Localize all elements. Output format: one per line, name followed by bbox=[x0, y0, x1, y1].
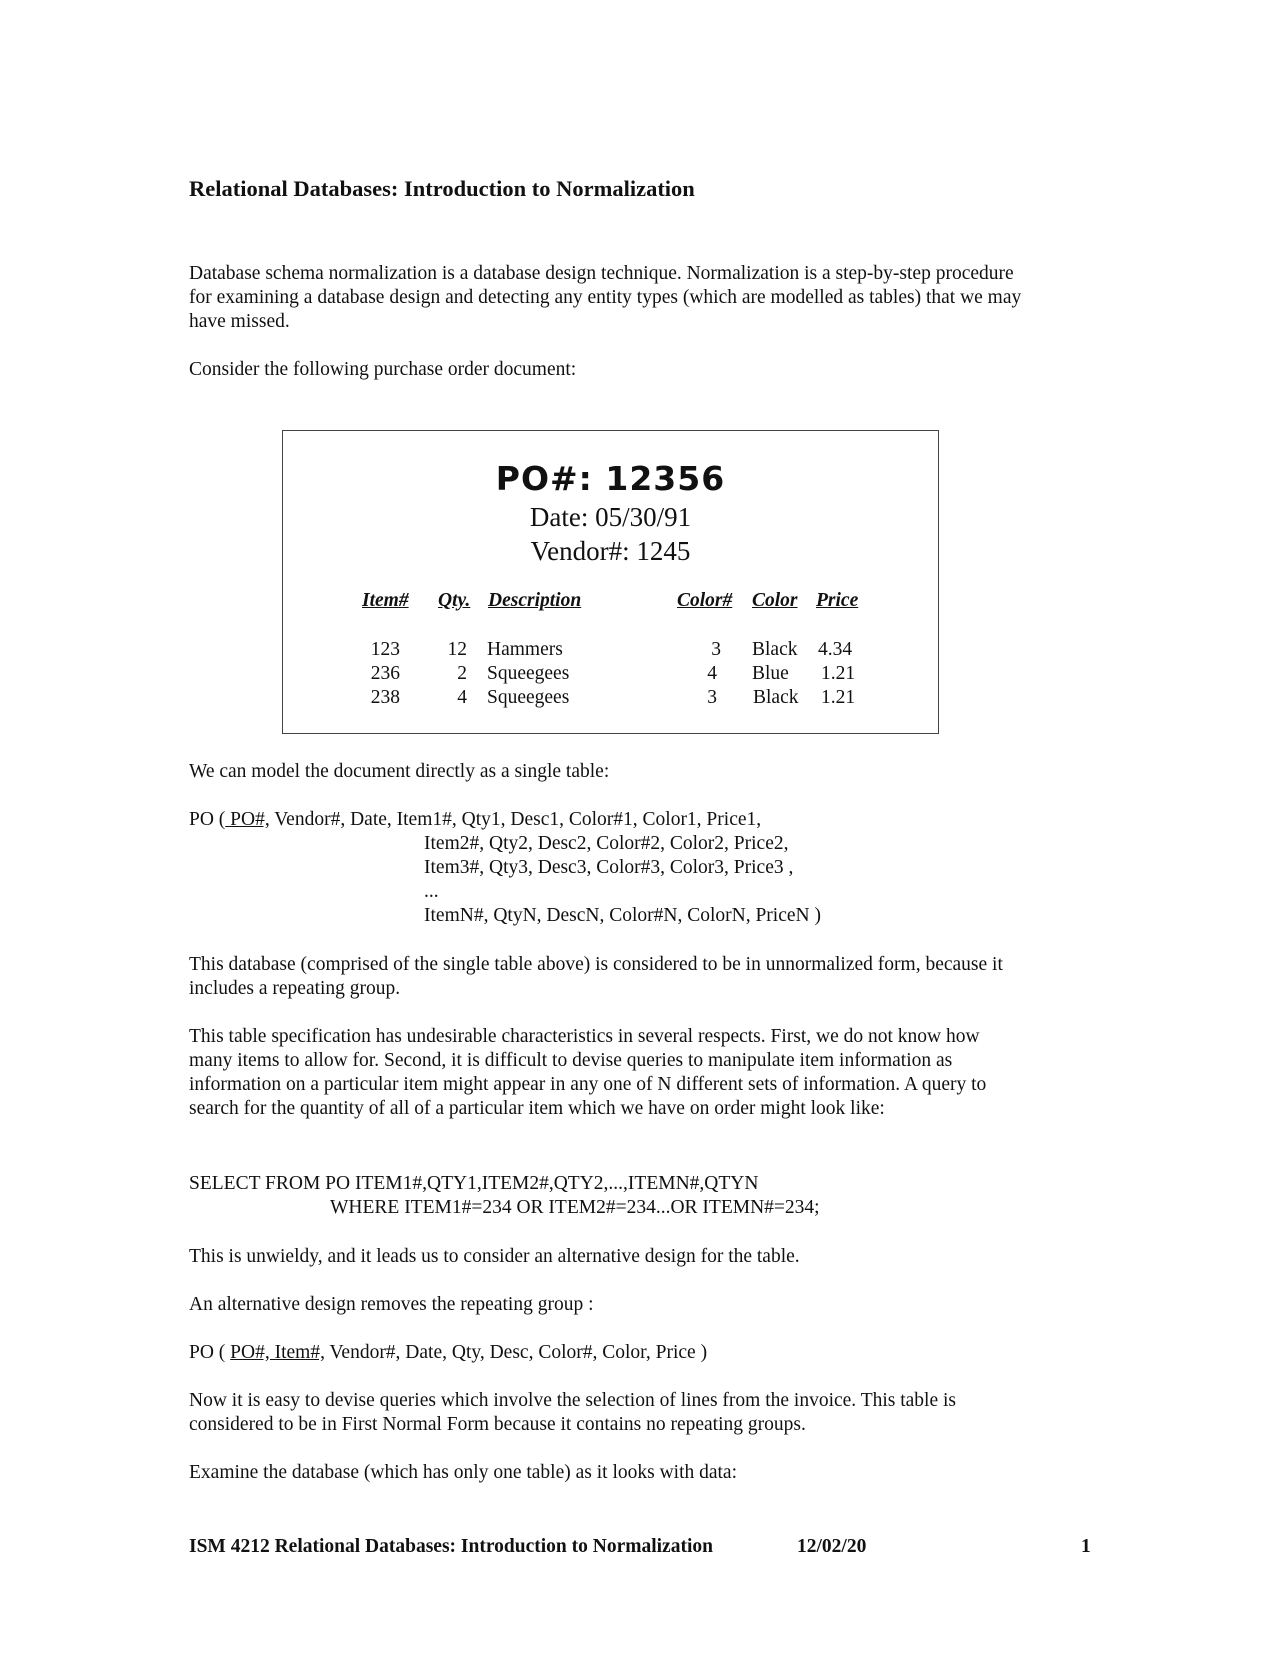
schema1-key: PO#, bbox=[225, 809, 270, 830]
text-line: Database schema normalization is a database design technique. Normalization is a step-by-step procedure bbox=[189, 263, 1014, 284]
header-description: Description bbox=[488, 590, 582, 611]
row3-description: Squeegees bbox=[487, 687, 570, 708]
schema1-rest: Vendor#, Date, Item1#, Qty1, Desc1, Color#1, Color1, Price1, bbox=[269, 809, 762, 830]
intro-paragraph bbox=[189, 262, 1089, 334]
schema1-prefix: PO ( bbox=[189, 809, 226, 830]
first-normal-form-paragraph bbox=[189, 1389, 1089, 1437]
text-line: An alternative design removes the repeating group : bbox=[189, 1294, 594, 1315]
text-line: This table specification has undesirable characteristics in several respects. First, we do not know how bbox=[189, 1026, 980, 1047]
schema1-line3: Item3#, Qty3, Desc3, Color#3, Color3, Price3 , bbox=[424, 857, 794, 878]
header-item: Item# bbox=[362, 590, 409, 611]
po-date: Date: 05/30/91 bbox=[529, 502, 692, 532]
text-line: Now it is easy to devise queries which involve the selection of lines from the invoice. This table is bbox=[189, 1390, 957, 1411]
schema1-line5: ItemN#, QtyN, DescN, Color#N, ColorN, PriceN ) bbox=[424, 905, 821, 926]
header-qty: Qty. bbox=[438, 590, 471, 611]
text-line: considered to be in First Normal Form because it contains no repeating groups. bbox=[189, 1414, 806, 1435]
row1-color: Black bbox=[752, 639, 798, 660]
text-line: This is unwieldy, and it leads us to consider an alternative design for the table. bbox=[189, 1246, 800, 1267]
schema2-line bbox=[189, 1341, 707, 1365]
alternative-paragraph bbox=[189, 1293, 1089, 1317]
text-line: search for the quantity of all of a particular item which we have on order might look like: bbox=[189, 1098, 885, 1119]
text-line: includes a repeating group. bbox=[189, 978, 401, 999]
row3-price: 1.21 bbox=[821, 687, 856, 708]
footer-date: 12/02/20 bbox=[797, 1536, 867, 1557]
unnormalized-paragraph bbox=[189, 953, 1089, 1001]
row3-color: Black bbox=[753, 687, 799, 708]
text-line: many items to allow for. Second, it is difficult to devise queries to manipulate item information as bbox=[189, 1050, 953, 1071]
schema2-rest: Vendor#, Date, Qty, Desc, Color#, Color, Price ) bbox=[324, 1342, 708, 1363]
text-line: Examine the database (which has only one table) as it looks with data: bbox=[189, 1462, 738, 1483]
sql-line1: SELECT FROM PO ITEM1#,QTY1,ITEM2#,QTY2,...,ITEMN#,QTYN bbox=[189, 1173, 759, 1194]
footer-title: ISM 4212 Relational Databases: Introduction to Normalization bbox=[189, 1536, 713, 1557]
text-line: We can model the document directly as a single table: bbox=[189, 761, 610, 782]
row3-item: 238 bbox=[370, 687, 400, 708]
header-price: Price bbox=[816, 590, 859, 611]
row1-description: Hammers bbox=[487, 639, 563, 660]
row3-qty: 4 bbox=[457, 687, 467, 708]
purchase-order-figure bbox=[282, 430, 939, 734]
row1-price: 4.34 bbox=[818, 639, 853, 660]
row2-qty: 2 bbox=[457, 663, 467, 684]
text-line: This database (comprised of the single table above) is considered to be in unnormalized form, because it bbox=[189, 954, 1003, 975]
row2-price: 1.21 bbox=[821, 663, 856, 684]
schema1-line2: Item2#, Qty2, Desc2, Color#2, Color2, Price2, bbox=[424, 833, 789, 854]
schema2-prefix: PO ( bbox=[189, 1342, 231, 1363]
header-color: Color bbox=[752, 590, 798, 611]
schema2-key: PO#, Item#, bbox=[230, 1342, 325, 1363]
row1-qty: 12 bbox=[447, 639, 467, 660]
text-line: information on a particular item might appear in any one of N different sets of information. A query to bbox=[189, 1074, 987, 1095]
undesirable-paragraph bbox=[189, 1025, 1089, 1121]
page-title: Relational Databases: Introduction to Normalization bbox=[189, 176, 695, 201]
header-color-number: Color# bbox=[677, 590, 733, 611]
examine-paragraph bbox=[189, 1461, 1089, 1485]
text-line: Consider the following purchase order document: bbox=[189, 359, 577, 380]
consider-paragraph bbox=[189, 358, 1089, 382]
row2-color-number: 4 bbox=[707, 663, 717, 684]
sql-line2: WHERE ITEM1#=234 OR ITEM2#=234...OR ITEMN#=234; bbox=[330, 1197, 820, 1218]
row1-item: 123 bbox=[370, 639, 400, 660]
row1-color-number: 3 bbox=[711, 639, 721, 660]
row2-color: Blue bbox=[752, 663, 789, 684]
row2-description: Squeegees bbox=[487, 663, 570, 684]
row2-item: 236 bbox=[370, 663, 400, 684]
text-line: have missed. bbox=[189, 311, 290, 332]
po-number: PO#: 12356 bbox=[495, 459, 726, 498]
model-intro-paragraph bbox=[189, 760, 1089, 784]
po-vendor: Vendor#: 1245 bbox=[530, 536, 691, 566]
row3-color-number: 3 bbox=[707, 687, 717, 708]
text-line: for examining a database design and detecting any entity types (which are modelled as tables) that we may bbox=[189, 287, 1022, 308]
schema1-line1 bbox=[189, 808, 761, 832]
schema1-line4: ... bbox=[424, 881, 439, 902]
footer-page-number: 1 bbox=[1081, 1536, 1091, 1557]
unwieldy-paragraph bbox=[189, 1245, 1089, 1269]
